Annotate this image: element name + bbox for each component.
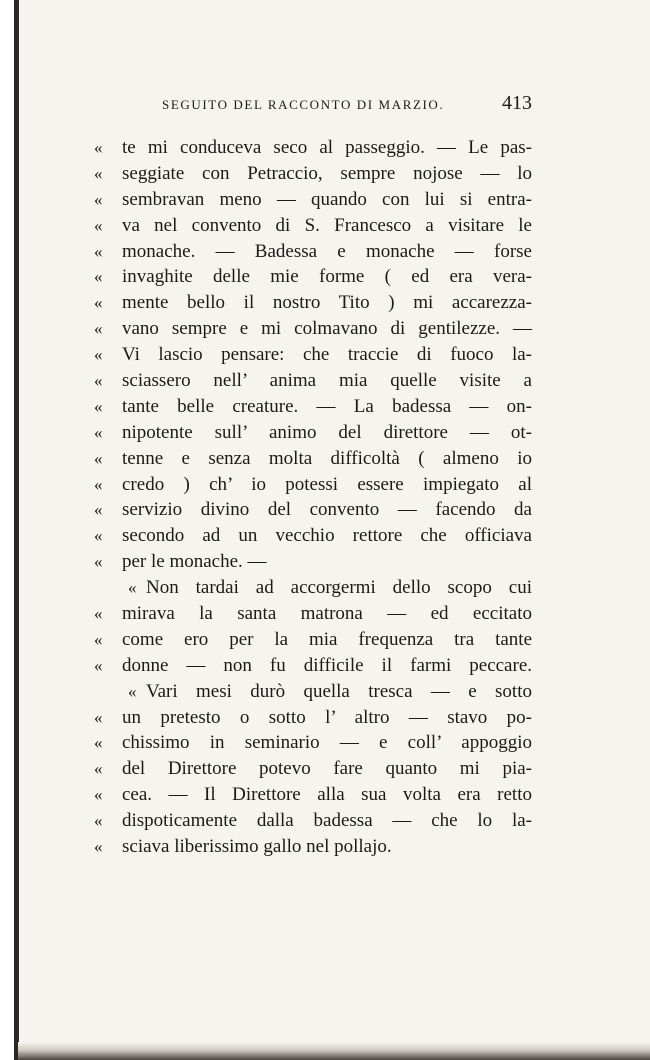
text-line — [94, 549, 534, 575]
quote-mark: « — [94, 500, 103, 520]
line-text: del Direttore potevo fare quanto mi pia- — [122, 758, 532, 780]
text-line — [94, 135, 534, 161]
quote-mark: « — [94, 655, 103, 675]
line-text: tenne e senza molta difficoltà ( almeno io — [122, 447, 532, 469]
paragraph-start-line — [94, 679, 534, 705]
line-text: servizio divino del convento — facendo da — [122, 499, 532, 521]
quote-mark: « — [94, 241, 103, 261]
line-text: sciassero nell’ anima mia quelle visite a — [122, 370, 532, 392]
text-line — [94, 756, 534, 782]
line-text: seggiate con Petraccio, sempre nojose — lo — [122, 162, 532, 184]
quote-mark: « — [94, 629, 103, 649]
text-line — [94, 342, 534, 368]
line-text: dispoticamente dalla badessa — che lo la- — [122, 810, 532, 832]
text-line — [94, 161, 534, 187]
line-text: monache. — Badessa e monache — forse — [122, 240, 532, 262]
line-text: credo ) ch’ io potessi essere impiegato al — [122, 473, 532, 495]
quote-mark: « — [94, 422, 103, 442]
text-line — [94, 187, 534, 213]
quote-mark: « — [94, 785, 103, 805]
page-number: 413 — [502, 92, 532, 114]
text-line — [94, 446, 534, 472]
line-text: invaghite delle mie forme ( ed era vera- — [122, 266, 532, 288]
line-text: va nel convento di S. Francesco a visitare le — [122, 214, 532, 236]
text-line — [94, 239, 534, 265]
quote-mark: « — [94, 474, 103, 494]
paragraph-start-line — [94, 575, 534, 601]
line-text: sciava liberissimo gallo nel pollajo. — [122, 836, 392, 858]
text-line — [94, 523, 534, 549]
line-text: mirava la santa matrona — ed eccitato — [122, 603, 532, 625]
quote-mark: « — [128, 681, 137, 701]
quote-mark: « — [94, 759, 103, 779]
quote-mark: « — [94, 371, 103, 391]
line-text: Non tardai ad accorgermi dello scopo cui — [146, 577, 532, 599]
page-bottom-edge — [18, 1042, 650, 1060]
text-line — [94, 264, 534, 290]
quote-mark: « — [94, 138, 103, 157]
line-text: Vari mesi durò quella tresca — e sotto — [146, 680, 532, 702]
text-line — [94, 213, 534, 239]
line-text: vano sempre e mi colmavano di gentilezze. — — [122, 318, 532, 340]
quote-mark: « — [94, 837, 103, 857]
quote-mark: « — [128, 578, 137, 598]
text-line — [94, 782, 534, 808]
text-line — [94, 705, 534, 731]
quote-mark: « — [94, 396, 103, 416]
quote-mark: « — [94, 163, 103, 183]
quote-mark: « — [94, 526, 103, 546]
line-text: nipotente sull’ animo del direttore — ot- — [122, 421, 532, 443]
line-text: come ero per la mia frequenza tra tante — [122, 628, 532, 650]
running-head — [162, 92, 532, 115]
text-line — [94, 808, 534, 834]
body-text — [94, 135, 534, 860]
quote-mark: « — [94, 345, 103, 365]
quote-mark: « — [94, 448, 103, 468]
text-line — [94, 290, 534, 316]
line-text: te mi conduceva seco al passeggio. — Le pas- — [122, 137, 532, 158]
line-text: Vi lascio pensare: che traccie di fuoco la- — [122, 344, 532, 366]
line-text: per le monache. — — [122, 551, 267, 573]
text-line — [94, 834, 534, 860]
quote-mark: « — [94, 189, 103, 209]
line-text: mente bello il nostro Tito ) mi accarezza- — [122, 292, 532, 314]
line-text: tante belle creature. — La badessa — on- — [122, 395, 532, 417]
quote-mark: « — [94, 552, 103, 572]
text-line — [94, 627, 534, 653]
quote-mark: « — [94, 215, 103, 235]
text-line — [94, 497, 534, 523]
text-line — [94, 653, 534, 679]
quote-mark: « — [94, 319, 103, 339]
text-line — [94, 394, 534, 420]
text-line — [94, 730, 534, 756]
quote-mark: « — [94, 267, 103, 287]
quote-mark: « — [94, 707, 103, 727]
quote-mark: « — [94, 733, 103, 753]
line-text: cea. — Il Direttore alla sua volta era retto — [122, 784, 532, 806]
running-title: SEGUITO DEL RACCONTO DI MARZIO. — [162, 97, 445, 112]
text-line — [94, 472, 534, 498]
quote-mark: « — [94, 604, 103, 624]
quote-mark: « — [94, 293, 103, 313]
text-line — [94, 316, 534, 342]
line-text: sembravan meno — quando con lui si entra- — [122, 188, 532, 210]
line-text: chissimo in seminario — e coll’ appoggio — [122, 732, 532, 754]
text-line — [94, 601, 534, 627]
quote-mark: « — [94, 811, 103, 831]
line-text: un pretesto o sotto l’ altro — stavo po- — [122, 706, 532, 728]
text-line — [94, 420, 534, 446]
binding-edge-line — [14, 0, 19, 1060]
line-text: secondo ad un vecchio rettore che officiava — [122, 525, 532, 547]
line-text: donne — non fu difficile il farmi peccare. — [122, 654, 532, 676]
text-line — [94, 368, 534, 394]
